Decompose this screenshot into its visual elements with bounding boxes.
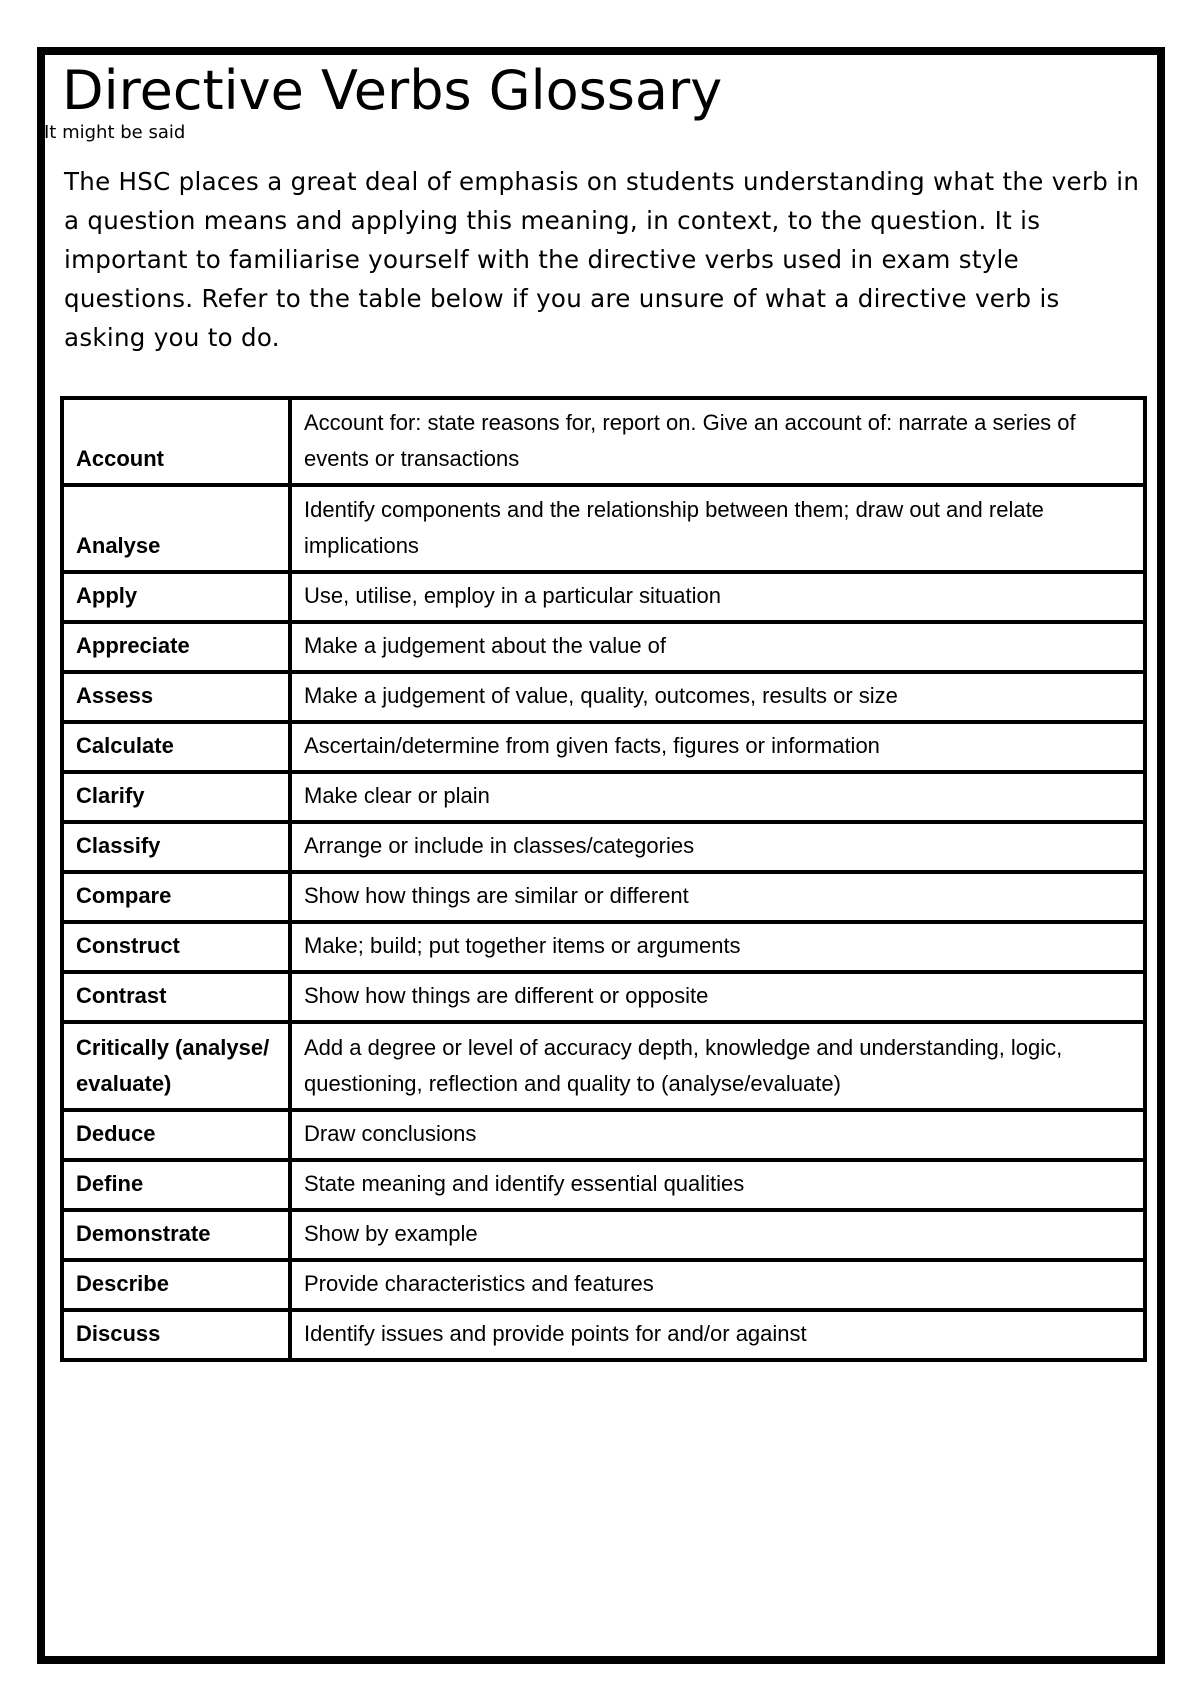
- page-subtitle: It might be said: [44, 122, 186, 143]
- intro-paragraph: The HSC places a great deal of emphasis on students understanding what the verb in a question means and applying this meaning, in context, to the question. It is important to familiarise yourself with the directive verbs used in exam style questions. Refer to the table below if you are unsure of what a directive verb is asking you to do.: [64, 167, 1140, 352]
- verb-definition: Show how things are different or opposite: [290, 972, 1145, 1022]
- table-row: [62, 772, 1145, 822]
- table-row: [62, 822, 1145, 872]
- verb-definition: Identify components and the relationship between them; draw out and relate implications: [290, 485, 1145, 572]
- table-row: [62, 972, 1145, 1022]
- verb-term: Analyse: [62, 485, 290, 572]
- table-row: [62, 722, 1145, 772]
- verb-definition: Show by example: [290, 1210, 1145, 1260]
- verb-definition: Add a degree or level of accuracy depth, knowledge and understanding, logic, questioning, reflection and quality to (analyse/evaluate): [290, 1022, 1145, 1110]
- verb-definition: Use, utilise, employ in a particular situation: [290, 572, 1145, 622]
- verb-term: Describe: [62, 1260, 290, 1310]
- table-row: [62, 1160, 1145, 1210]
- verb-term: Classify: [62, 822, 290, 872]
- verb-term: Demonstrate: [62, 1210, 290, 1260]
- verb-definition: Make clear or plain: [290, 772, 1145, 822]
- directive-verbs-table: [60, 396, 1147, 1362]
- table-row: [62, 672, 1145, 722]
- table-row: [62, 1310, 1145, 1360]
- verb-term: Apply: [62, 572, 290, 622]
- verb-definition: Account for: state reasons for, report on. Give an account of: narrate a series of events or transactions: [290, 398, 1145, 485]
- verb-term: Appreciate: [62, 622, 290, 672]
- table-row: [62, 485, 1145, 572]
- verb-term: Clarify: [62, 772, 290, 822]
- verb-term: Construct: [62, 922, 290, 972]
- table-row: [62, 1110, 1145, 1160]
- verb-term: Critically (analyse/ evaluate): [62, 1022, 290, 1110]
- verb-term: Deduce: [62, 1110, 290, 1160]
- page-title: Directive Verbs Glossary: [62, 59, 723, 122]
- table-row: [62, 572, 1145, 622]
- verb-term: Calculate: [62, 722, 290, 772]
- verb-definition: State meaning and identify essential qualities: [290, 1160, 1145, 1210]
- verb-term: Contrast: [62, 972, 290, 1022]
- verb-term: Assess: [62, 672, 290, 722]
- verb-definition: Provide characteristics and features: [290, 1260, 1145, 1310]
- verb-term: Define: [62, 1160, 290, 1210]
- verb-definition: Arrange or include in classes/categories: [290, 822, 1145, 872]
- verb-definition: Make a judgement about the value of: [290, 622, 1145, 672]
- table-row: [62, 1022, 1145, 1110]
- verb-term: Discuss: [62, 1310, 290, 1360]
- table-row: [62, 872, 1145, 922]
- verb-definition: Show how things are similar or different: [290, 872, 1145, 922]
- table-row: [62, 622, 1145, 672]
- verb-term: Compare: [62, 872, 290, 922]
- table-row: [62, 922, 1145, 972]
- verb-definition: Ascertain/determine from given facts, figures or information: [290, 722, 1145, 772]
- table-row: [62, 398, 1145, 485]
- verb-term: Account: [62, 398, 290, 485]
- verb-definition: Make; build; put together items or arguments: [290, 922, 1145, 972]
- table-row: [62, 1260, 1145, 1310]
- verb-definition: Identify issues and provide points for and/or against: [290, 1310, 1145, 1360]
- table-row: [62, 1210, 1145, 1260]
- verb-definition: Make a judgement of value, quality, outcomes, results or size: [290, 672, 1145, 722]
- verb-definition: Draw conclusions: [290, 1110, 1145, 1160]
